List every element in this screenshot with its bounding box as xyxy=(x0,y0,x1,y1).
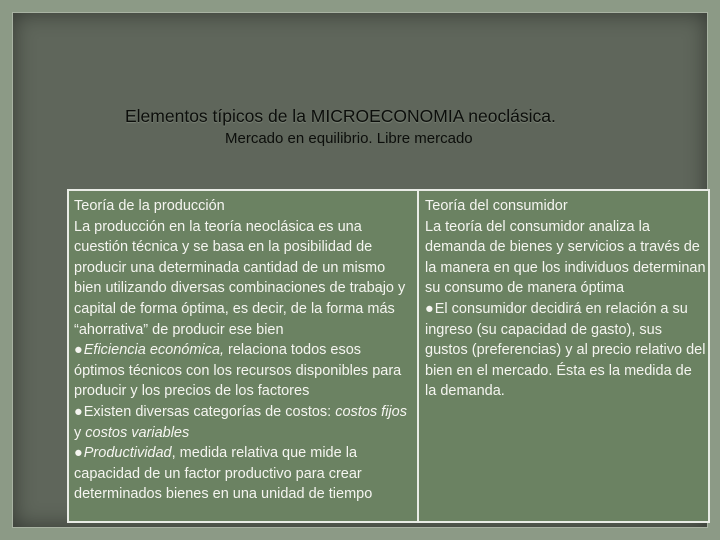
consumer-bullet-decision xyxy=(425,299,707,402)
costs-text: Existen diversas categorías de costos: xyxy=(83,403,336,420)
production-bullet-costs xyxy=(74,402,408,443)
production-column xyxy=(74,196,408,505)
efficiency-term: Eficiencia económica, xyxy=(83,342,225,359)
bullet-icon: ● xyxy=(74,445,83,462)
consumer-heading: Teoría del consumidor xyxy=(425,198,568,214)
slide-subtitle: Mercado en equilibrio. Libre mercado xyxy=(225,130,473,147)
bullet-icon: ● xyxy=(74,403,83,420)
bullet-icon: ● xyxy=(425,300,434,317)
production-heading: Teoría de la producción xyxy=(74,198,225,214)
productivity-text: , medida relativa que mide la capacidad de un factor productivo para crear determinados bienes en una unidad de tiempo xyxy=(74,445,373,503)
productivity-term: Productividad xyxy=(83,445,172,462)
fixed-costs-term: costos fijos xyxy=(335,403,407,420)
consumer-decision-text: El consumidor decidirá en relación a su ingreso (su capacidad de gasto), sus gustos (preferencias) y al precio relativo del bien en el mercado. Ésta es la medida de la demanda. xyxy=(425,300,706,400)
consumer-column xyxy=(425,196,707,402)
slide-title: Elementos típicos de la MICROECONOMIA neoclásica. xyxy=(125,106,556,126)
production-bullet-productivity xyxy=(74,443,408,505)
variable-costs-term: costos variables xyxy=(85,424,190,441)
bullet-icon: ● xyxy=(74,342,83,359)
consumer-intro: La teoría del consumidor analiza la demanda de bienes y servicios a través de la manera en que los individuos determinan su consumo de manera óptima xyxy=(425,218,706,297)
efficiency-text: relaciona todos esos óptimos técnicos con los recursos disponibles para producir y los precios de los factores xyxy=(74,342,402,400)
column-divider xyxy=(417,191,419,521)
production-intro: La producción en la teoría neoclásica es una cuestión técnica y se basa en la posibilidad de producir una determinada cantidad de un mismo bien utilizando diversas combinaciones de trabajo y capital de forma óptima, es decir, de la forma más “ahorrativa” de producir ese bien xyxy=(74,218,406,338)
production-bullet-efficiency xyxy=(74,340,408,402)
costs-conjunction: y xyxy=(74,424,86,441)
content-table xyxy=(67,189,710,523)
